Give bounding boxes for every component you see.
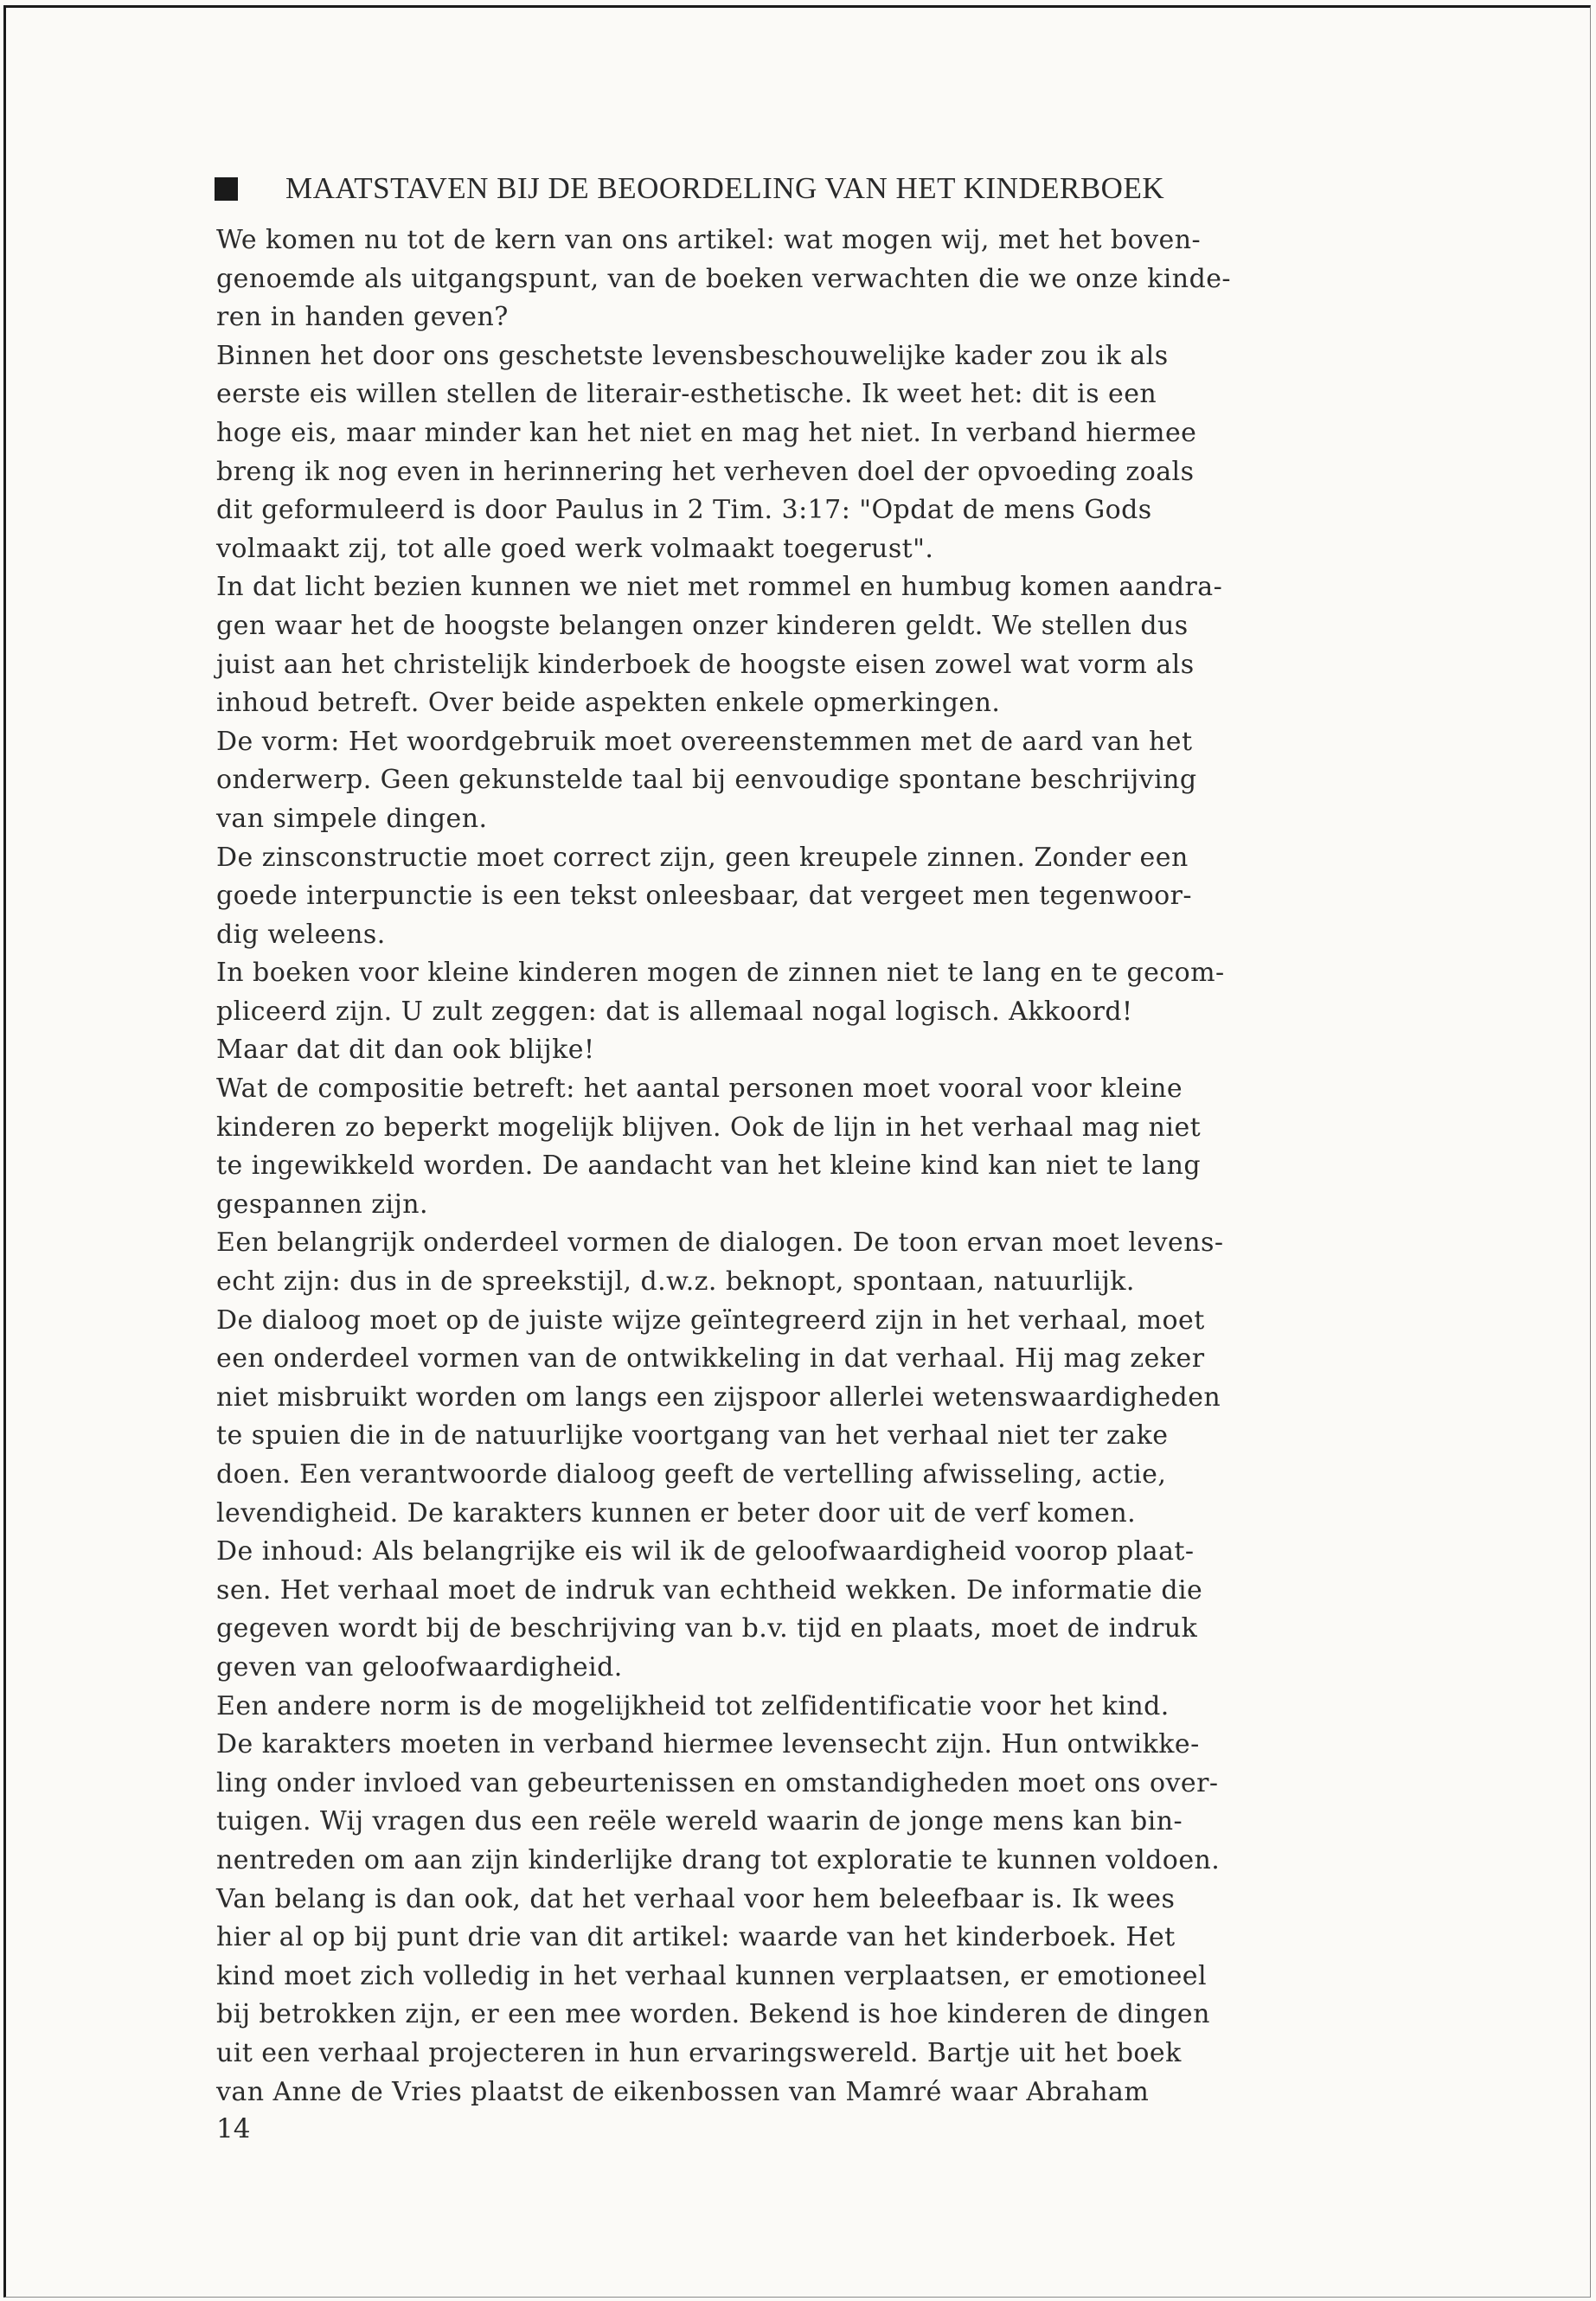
text-line: gegeven wordt bij de beschrijving van b.v. tijd en plaats, moet de indruk bbox=[216, 1613, 1198, 1644]
text-line: nentreden om aan zijn kinderlijke drang tot exploratie te kunnen voldoen. bbox=[216, 1844, 1221, 1875]
text-line: Maar dat dit dan ook blijke! bbox=[216, 1035, 595, 1066]
section-heading-text: MAATSTAVEN BIJ DE BEOORDELING VAN HET KINDERBOEK bbox=[285, 171, 1165, 205]
text-line: inhoud betreft. Over beide aspekten enkele opmerkingen. bbox=[216, 688, 1001, 719]
text-line: tuigen. Wij vragen dus een reële wereld waarin de jonge mens kan bin- bbox=[216, 1806, 1183, 1837]
text-line: volmaakt zij, tot alle goed werk volmaakt toegerust". bbox=[216, 533, 934, 564]
text-line: een onderdeel vormen van de ontwikkeling in dat verhaal. Hij mag zeker bbox=[216, 1343, 1205, 1375]
text-line: te spuien die in de natuurlijke voortgang van het verhaal niet ter zake bbox=[216, 1420, 1169, 1452]
text-line: van Anne de Vries plaatst de eikenbossen van Mamré waar Abraham bbox=[216, 2076, 1150, 2107]
text-line: De dialoog moet op de juiste wijze geïntegreerd zijn in het verhaal, moet bbox=[216, 1304, 1205, 1336]
text-line: van simpele dingen. bbox=[216, 803, 488, 834]
text-line: genoemde als uitgangspunt, van de boeken verwachten die we onze kinde- bbox=[216, 263, 1232, 294]
text-line: te ingewikkeld worden. De aandacht van het kleine kind kan niet te lang bbox=[216, 1150, 1202, 1182]
text-line: pliceerd zijn. U zult zeggen: dat is allemaal nogal logisch. Akkoord! bbox=[216, 996, 1133, 1027]
text-line: doen. Een verantwoorde dialoog geeft de vertelling afwisseling, actie, bbox=[216, 1459, 1167, 1490]
square-bullet-icon bbox=[215, 177, 238, 201]
text-line: Wat de compositie betreft: het aantal personen moet vooral voor kleine bbox=[216, 1074, 1183, 1105]
text-line: kinderen zo beperkt mogelijk blijven. Ook de lijn in het verhaal mag niet bbox=[216, 1112, 1202, 1143]
text-line: ren in handen geven? bbox=[216, 302, 509, 333]
article-body bbox=[216, 221, 1462, 2112]
text-line: dit geformuleerd is door Paulus in 2 Tim. 3:17: "Opdat de mens Gods bbox=[216, 495, 1152, 526]
text-line: De zinsconstructie moet correct zijn, geen kreupele zinnen. Zonder een bbox=[216, 842, 1189, 873]
text-line: hier al op bij punt drie van dit artikel: waarde van het kinderboek. Het bbox=[216, 1922, 1176, 1953]
text-line: onderwerp. Geen gekunstelde taal bij eenvoudige spontane beschrijving bbox=[216, 765, 1197, 796]
text-line: dig weleens. bbox=[216, 919, 386, 950]
text-line: sen. Het verhaal moet de indruk van echtheid wekken. De informatie die bbox=[216, 1574, 1203, 1606]
text-line: kind moet zich volledig in het verhaal kunnen verplaatsen, er emotioneel bbox=[216, 1960, 1208, 1991]
text-line: breng ik nog even in herinnering het verheven doel der opvoeding zoals bbox=[216, 456, 1195, 487]
text-line: juist aan het christelijk kinderboek de hoogste eisen zowel wat vorm als bbox=[216, 649, 1195, 680]
text-line: geven van geloofwaardigheid. bbox=[216, 1651, 623, 1682]
text-line: hoge eis, maar minder kan het niet en mag het niet. In verband hiermee bbox=[216, 417, 1197, 448]
page-number: 14 bbox=[216, 2113, 251, 2144]
section-heading bbox=[215, 168, 1164, 209]
text-line: levendigheid. De karakters kunnen er beter door uit de verf komen. bbox=[216, 1497, 1137, 1529]
text-line: echt zijn: dus in de spreekstijl, d.w.z. beknopt, spontaan, natuurlijk. bbox=[216, 1266, 1135, 1298]
text-line: In dat licht bezien kunnen we niet met rommel en humbug komen aandra- bbox=[216, 572, 1223, 603]
text-line: niet misbruikt worden om langs een zijspoor allerlei wetenswaardigheden bbox=[216, 1381, 1221, 1413]
text-line: Een andere norm is de mogelijkheid tot zelfidentificatie voor het kind. bbox=[216, 1690, 1170, 1721]
text-line: In boeken voor kleine kinderen mogen de zinnen niet te lang en te gecom- bbox=[216, 958, 1225, 989]
text-line: gespannen zijn. bbox=[216, 1189, 429, 1220]
text-line: gen waar het de hoogste belangen onzer kinderen geldt. We stellen dus bbox=[216, 610, 1189, 641]
text-line: We komen nu tot de kern van ons artikel: wat mogen wij, met het boven- bbox=[216, 225, 1202, 255]
text-line: De karakters moeten in verband hiermee levensecht zijn. Hun ontwikke- bbox=[216, 1729, 1200, 1760]
text-line: bij betrokken zijn, er een mee worden. Bekend is hoe kinderen de dingen bbox=[216, 1999, 1210, 2030]
text-line: De vorm: Het woordgebruik moet overeenstemmen met de aard van het bbox=[216, 726, 1193, 757]
text-line: ling onder invloed van gebeurtenissen en omstandigheden moet ons over- bbox=[216, 1767, 1219, 1798]
text-line: Van belang is dan ook, dat het verhaal voor hem beleefbaar is. Ik wees bbox=[216, 1883, 1176, 1914]
text-line: De inhoud: Als belangrijke eis wil ik de geloofwaardigheid voorop plaat- bbox=[216, 1536, 1195, 1567]
text-line: eerste eis willen stellen de literair-esthetische. Ik weet het: dit is een bbox=[216, 379, 1157, 410]
text-line: Een belangrijk onderdeel vormen de dialogen. De toon ervan moet levens- bbox=[216, 1227, 1224, 1259]
text-line: uit een verhaal projecteren in hun ervaringswereld. Bartje uit het boek bbox=[216, 2037, 1182, 2068]
text-line: Binnen het door ons geschetste levensbeschouwelijke kader zou ik als bbox=[216, 340, 1169, 371]
text-line: goede interpunctie is een tekst onleesbaar, dat vergeet men tegenwoor- bbox=[216, 881, 1192, 912]
